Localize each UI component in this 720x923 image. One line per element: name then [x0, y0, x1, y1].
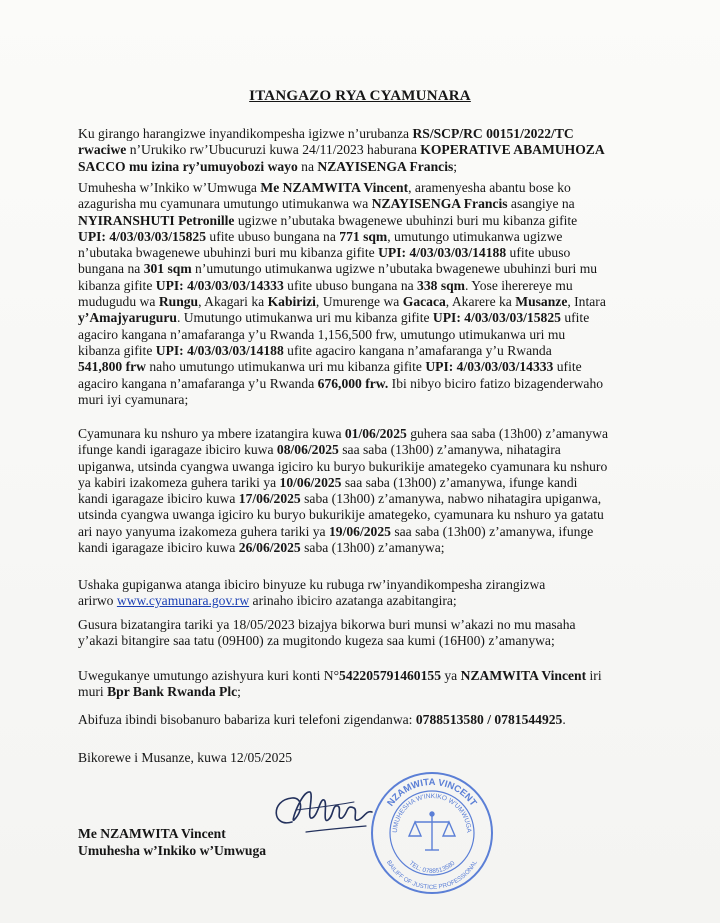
text-line: utsinda cyangwa uwanga igiciro ku buryo bukurikije amategeko, cyamunara ku nshuro ya gatatu	[78, 507, 604, 523]
place-date-line	[78, 750, 630, 766]
text-line: Gusura bizatangira tariki ya 18/05/2023 bizajya bikorwa buri munsi w’akazi no mu masaha	[78, 617, 576, 632]
text-line: azagurisha mu cyamunara umutungo utimukanwa wa NZAYISENGA Francis asangiye na	[78, 196, 575, 212]
text-line: Abifuza ibindi bisobanuro babariza kuri telefoni zigendanwa: 0788513580 / 0781544925.	[78, 712, 566, 727]
text-line: rwaciwe n’Urukiko rw’Ubucuruzi kuwa 24/11/2023 haburana KOPERATIVE ABAMUHOZA	[78, 142, 605, 158]
text-line: UPI: 4/03/03/03/15825 ufite ubuso bungana na 771 sqm, umutungo utimukanwa ugizwe	[78, 228, 563, 244]
signatory-role: Umuhesha w’Inkiko w’Umwuga	[78, 843, 267, 858]
contact-paragraph	[78, 712, 630, 728]
bidding-paragraph	[78, 577, 630, 610]
text-line: ya kabiri izakomeza guhera tariki ya 10/06/2025 saa saba (13h00) z’amanywa, ifunge kandi	[78, 474, 578, 490]
text-line: upiganwa, utsinda cyangwa uwanga igiciro ku buryo bukurikije amategeko cyamunara ku nshuro	[78, 458, 608, 474]
text-line: Cyamunara ku nshuro ya mbere izatangira kuwa 01/06/2025 guhera saa saba (13h00) z’amanywa	[78, 426, 608, 441]
text-line: Umuhesha w’Inkiko w’Umwuga Me NZAMWITA Vincent, aramenyesha abantu bose ko	[78, 180, 571, 195]
text-line: ifunge kandi igaragaze ibiciro kuwa 08/06/2025 saa saba (13h00) z’amanywa, nihatagira	[78, 442, 561, 458]
text-line: n’ubutaka bwagenewe ubuhinzi buri mu kibanza gifite UPI: 4/03/03/03/14188 ufite ubuso	[78, 245, 571, 261]
text-line: muri iyi cyamunara;	[78, 391, 189, 407]
auction-website-link[interactable]: www.cyamunara.gov.rw	[116, 593, 250, 609]
text-line: agaciro kangana n’amafaranga y’u Rwanda 1,156,500 frw, umutungo utimukanwa uri mu	[78, 326, 566, 342]
stamp-top-text: NZAMWITA VINCENT	[385, 776, 479, 809]
signatory-name: Me NZAMWITA Vincent	[78, 826, 226, 841]
text-line: Ku girango harangizwe inyandikompesha igizwe n’urubanza RS/SCP/RC 00151/2022/TC	[78, 126, 574, 141]
stamp-tel-text: TEL: 0788513580	[407, 859, 457, 876]
text-line: Bikorewe i Musanze, kuwa 12/05/2025	[78, 750, 293, 765]
text-line: y’Amajyaruguru. Umutungo utimukanwa uri mu kibanza gifite UPI: 4/03/03/03/15825 ufite	[78, 310, 590, 326]
text-line: Ushaka gupiganwa atanga ibiciro binyuze ku rubuga rw’inyandikompesha zirangizwa	[78, 577, 546, 592]
auction-schedule-paragraph	[78, 426, 630, 556]
text-line: kandi igaragaze ibiciro kuwa 26/06/2025 saba (13h00) z’amanywa;	[78, 540, 445, 556]
text-line: bungana na 301 sqm n’umutungo utimukanwa ugizwe n’ubutaka bwagenewe ubuhinzi buri mu	[78, 261, 598, 277]
text-line: muri Bpr Bank Rwanda Plc;	[78, 684, 241, 700]
visit-paragraph	[78, 617, 630, 650]
text-line: y’akazi bitangire saa tatu (09H00) za mugitondo kugeza saa kumi (16H00) z’amanywa;	[78, 633, 555, 649]
text-line: NYIRANSHUTI Petronille ugizwe n’ubutaka bwagenewe ubuhinzi buri mu kibanza gifite	[78, 212, 578, 228]
payment-paragraph	[78, 668, 630, 701]
text-line: 541,800 frw naho umutungo utimukanwa uri mu kibanza gifite UPI: 4/03/03/03/14333 ufite	[78, 359, 582, 375]
scales-of-justice-icon	[409, 812, 455, 850]
document-title: ITANGAZO RYA CYAMUNARA	[249, 88, 471, 104]
text-line: arirwo www.cyamunara.gov.rw arinaho ibiciro azatanga azabitangira;	[78, 593, 457, 609]
text-line: kandi igaragaze ibiciro kuwa 17/06/2025 saba (13h00) z’amanywa, nabwo nihatagira upiganwa,	[78, 491, 602, 507]
signatory-block	[78, 825, 266, 859]
text-line: mudugudu wa Rungu, Akagari ka Kabirizi, Umurenge wa Gacaca, Akarere ka Musanze, Intara	[78, 294, 606, 310]
text-line: Uwegukanye umutungo azishyura kuri konti N°542205791460155 ya NZAMWITA Vincent iri	[78, 668, 602, 683]
stamp-bottom-text: BAILIFF OF JUSTICE PROFESSIONAL	[385, 859, 479, 892]
text-line: SACCO mu izina ry’umuyobozi wayo na NZAYISENGA Francis;	[78, 158, 458, 174]
property-paragraph	[78, 180, 630, 408]
text-line: agaciro kangana n’amafaranga y’u Rwanda 676,000 frw. Ibi nibyo biciro fatizo bizagenderwaho	[78, 375, 604, 391]
intro-paragraph	[78, 126, 630, 175]
text-line: kibanza gifite UPI: 4/03/03/03/14333 ufite ubuso bungana na 338 sqm. Yose iherereye mu	[78, 277, 573, 293]
text-line: kibanza gifite UPI: 4/03/03/03/14188 ufite agaciro kangana n’amafaranga y’u Rwanda	[78, 342, 552, 358]
official-stamp	[367, 768, 497, 898]
svg-text:TEL: 0788513580	[408, 860, 457, 875]
text-line: ari nayo yanyuma izakomeza guhera tariki ya 19/06/2025 saa saba (13h00) z’amanywa, ifunge	[78, 523, 594, 539]
stamp-inner-text: UMUHESHA W'INKIKO W'UMWUGA	[391, 792, 473, 833]
